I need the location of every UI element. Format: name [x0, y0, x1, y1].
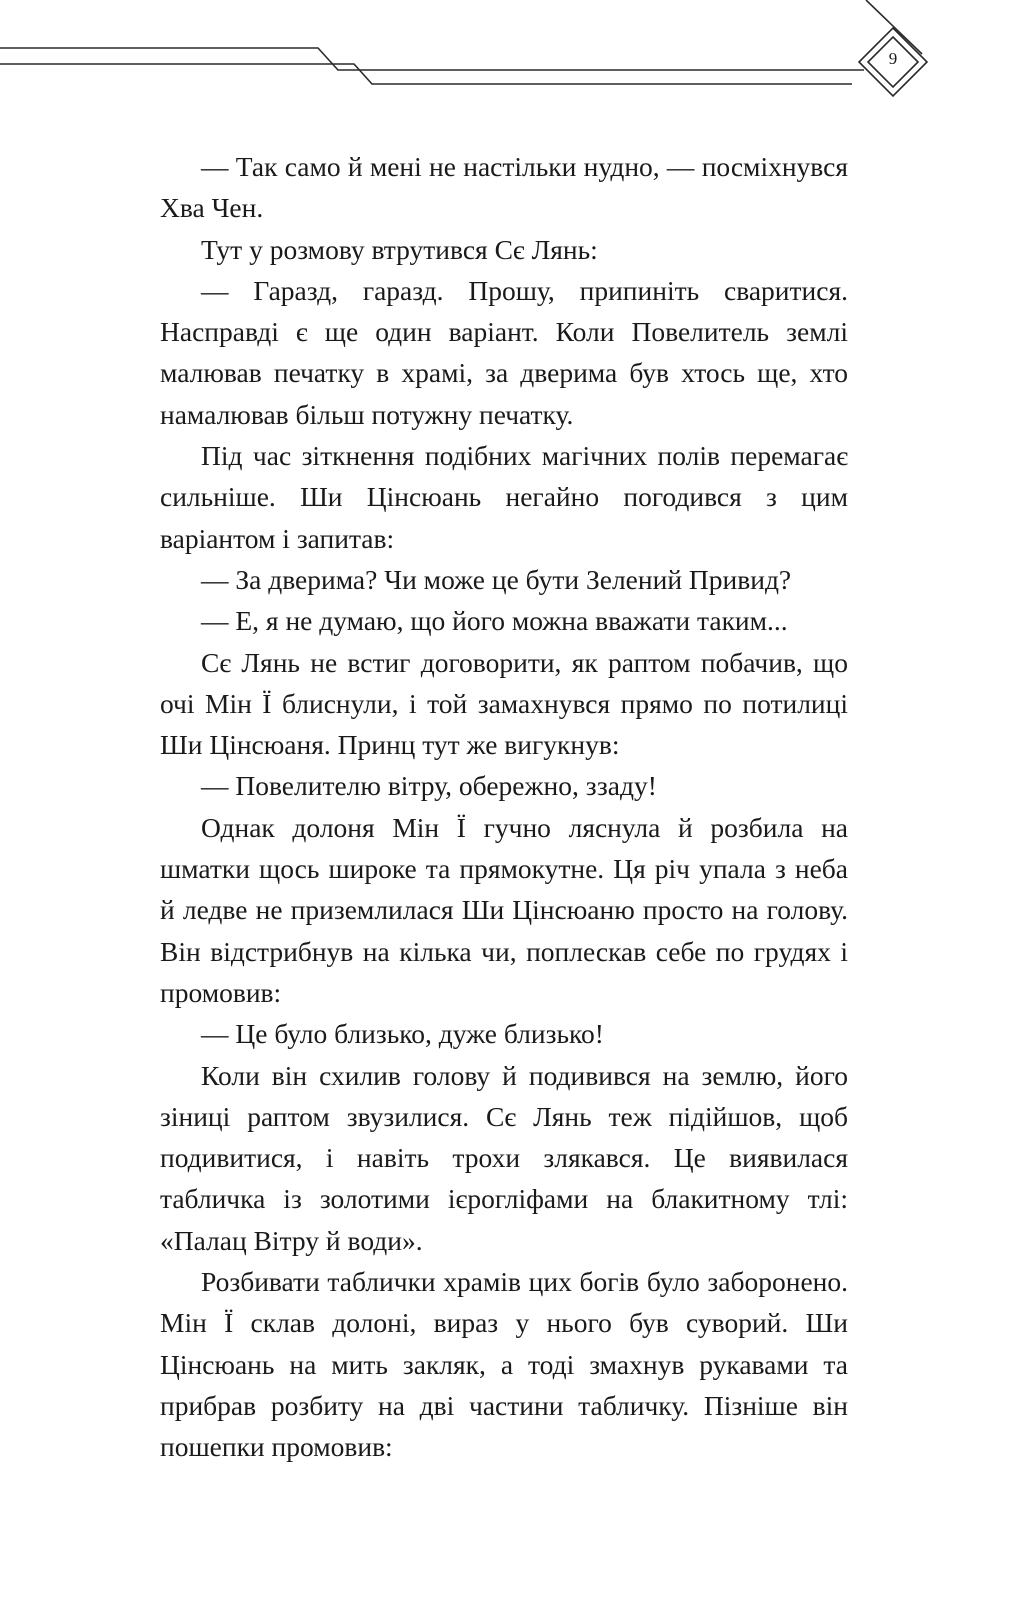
paragraph: — Так само й мені не настільки нудно, — посміхнувся Хва Чен.: [160, 151, 848, 224]
paragraph: — Гаразд, гаразд. Прошу, припиніть сваритися. Насправді є ще один варіант. Коли Повелитель землі малював печатку в храмі, за дверима був хтось ще, хто намалював більш потужну печатку.: [160, 274, 848, 430]
paragraph: Однак долоня Мін Ї гучно ляснула й розбила на шматки щось широке та прямокутне. Ця річ упала з неба й ледве не приземлилася Ши Цінсюаню просто на голову. Він відстрибнув на кілька чи, поплескав себе по грудях і промовив:: [160, 811, 848, 1008]
paragraph: Під час зіткнення подібних магічних полів перемагає сильніше. Ши Цінсюань негайно погодився з цим варіантом і запитав:: [160, 440, 848, 554]
paragraph: — Е, я не думаю, що його можна вважати таким...: [201, 605, 788, 637]
paragraph: Тут у розмову втрутився Сє Лянь:: [201, 233, 598, 265]
paragraph: Сє Лянь не встиг договорити, як раптом побачив, що очі Мін Ї блиснули, і той замахнувся прямо по потилиці Ши Цінсюаня. Принц тут же вигукнув:: [160, 646, 848, 761]
paragraph: Коли він схилив голову й подивився на землю, його зіниці раптом звузилися. Сє Лянь теж підійшов, щоб подивитися, і навіть трохи злякався. Це виявилася табличка із золотими ієрогліфами на блакитному тлі: «Палац Вітру й води».: [160, 1059, 848, 1256]
paragraph: — Це було близько, дуже близько!: [201, 1018, 604, 1050]
header-ornament: [0, 0, 1024, 110]
paragraph: Розбивати таблички храмів цих богів було заборонено. Мін Ї склав долоні, вираз у нього був суворий. Ши Цінсюань на мить закляк, а тоді змахнув рукавами та прибрав розбиту на дві частини табличку. Пізніше він пошепки промовив:: [160, 1266, 848, 1463]
text-body: [160, 146, 848, 1468]
paragraph: — За дверима? Чи може це бути Зелений Привид?: [201, 563, 792, 595]
paragraph: — Повелителю вітру, обережно, ззаду!: [201, 770, 657, 802]
page-number: 9: [888, 49, 898, 68]
